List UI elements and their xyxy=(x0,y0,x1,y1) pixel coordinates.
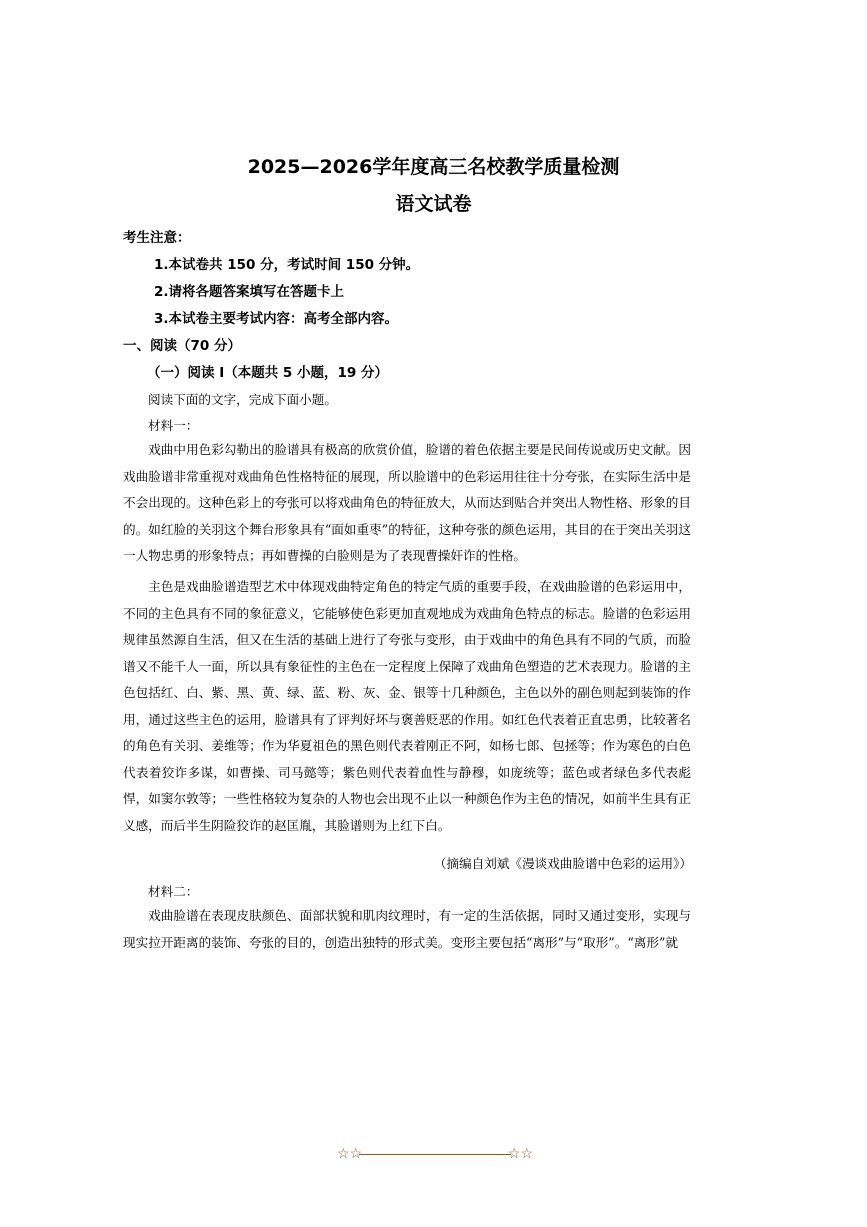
section-heading: 一、阅读（70 分） xyxy=(123,338,241,354)
paragraph: 主色是戏曲脸谱造型艺术中体现戏曲特定角色的特定气质的重要手段，在戏曲脸谱的色彩运用中，不同的主色具有不同的象征意义，它能够使色彩更加直观地成为戏曲角色特点的标志。脸谱的色彩运用规律虽然源自生活，但又在生活的基础上进行了夸张与变形，由于戏曲中的角色具有不同的气质，而脸谱又不能千人一面，所以具有象征性的主色在一定程度上保障了戏曲角色塑造的艺术表现力。脸谱的主色包括红、白、紫、黑、黄、绿、蓝、粉、灰、金、银等十几种颜色，主色以外的副色则起到装饰的作用，通过这些主色的运用，脸谱具有了评判好坏与褒善贬恶的作用。如红色代表着正直忠勇，比较著名的角色有关羽、姜维等；作为华夏祖色的黑色则代表着刚正不阿，如杨七郎、包拯等；作为寒色的白色代表着狡诈多谋，如曹操、司马懿等；紫色则代表着血性与静穆，如庞统等；蓝色或者绿色多代表彪悍，如窦尔敦等；一些性格较为复杂的人物也会出现不止以一种颜色作为主色的情况，如前半生具有正义感，而后半生阴险狡诈的赵匡胤，其脸谱则为上红下白。 xyxy=(123,579,691,833)
footer-ornament xyxy=(337,1145,533,1165)
material-two-label: 材料二： xyxy=(148,884,199,899)
page-title: 2025—2026学年度高三名校教学质量检测 xyxy=(247,156,620,178)
notice-heading: 考生注意： xyxy=(123,230,191,246)
page-subtitle: 语文试卷 xyxy=(395,193,472,215)
footer-rule xyxy=(359,1154,511,1155)
notice-item: 2.请将各题答案填写在答题卡上 xyxy=(154,284,345,300)
star-icon: ☆☆ xyxy=(337,1146,363,1162)
source-citation: （摘编自刘斌《漫谈戏曲脸谱中色彩的运用》） xyxy=(433,856,692,871)
notice-item: 1.本试卷共 150 分，考试时间 150 分钟。 xyxy=(154,257,420,273)
instruction-text: 阅读下面的文字，完成下面小题。 xyxy=(148,392,337,407)
star-icon: ☆☆ xyxy=(507,1146,533,1162)
subsection-heading: （一）阅读 I（本题共 5 小题，19 分） xyxy=(147,365,389,381)
material-one-label: 材料一： xyxy=(148,418,199,433)
paragraph: 戏曲脸谱在表现皮肤颜色、面部状貌和肌肉纹理时，有一定的生活依据，同时又通过变形，实现与现实拉开距离的装饰、夸张的目的，创造出独特的形式美。变形主要包括“离形”与“取形”。“离形”就 xyxy=(123,908,691,950)
notice-item: 3.本试卷主要考试内容：高考全部内容。 xyxy=(154,311,399,327)
paragraph: 戏曲中用色彩勾勒出的脸谱具有极高的欣赏价值，脸谱的着色依据主要是民间传说或历史文献。因戏曲脸谱非常重视对戏曲角色性格特征的展现，所以脸谱中的色彩运用往往十分夸张，在实际生活中是不会出现的。这种色彩上的夸张可以将戏曲角色的特征放大，从而达到贴合并突出人物性格、形象的目的。如红脸的关羽这个舞台形象具有“面如重枣”的特征，这种夸张的颜色运用，其目的在于突出关羽这一人物忠勇的形象特点；再如曹操的白脸则是为了表现曹操奸诈的性格。 xyxy=(123,442,691,563)
